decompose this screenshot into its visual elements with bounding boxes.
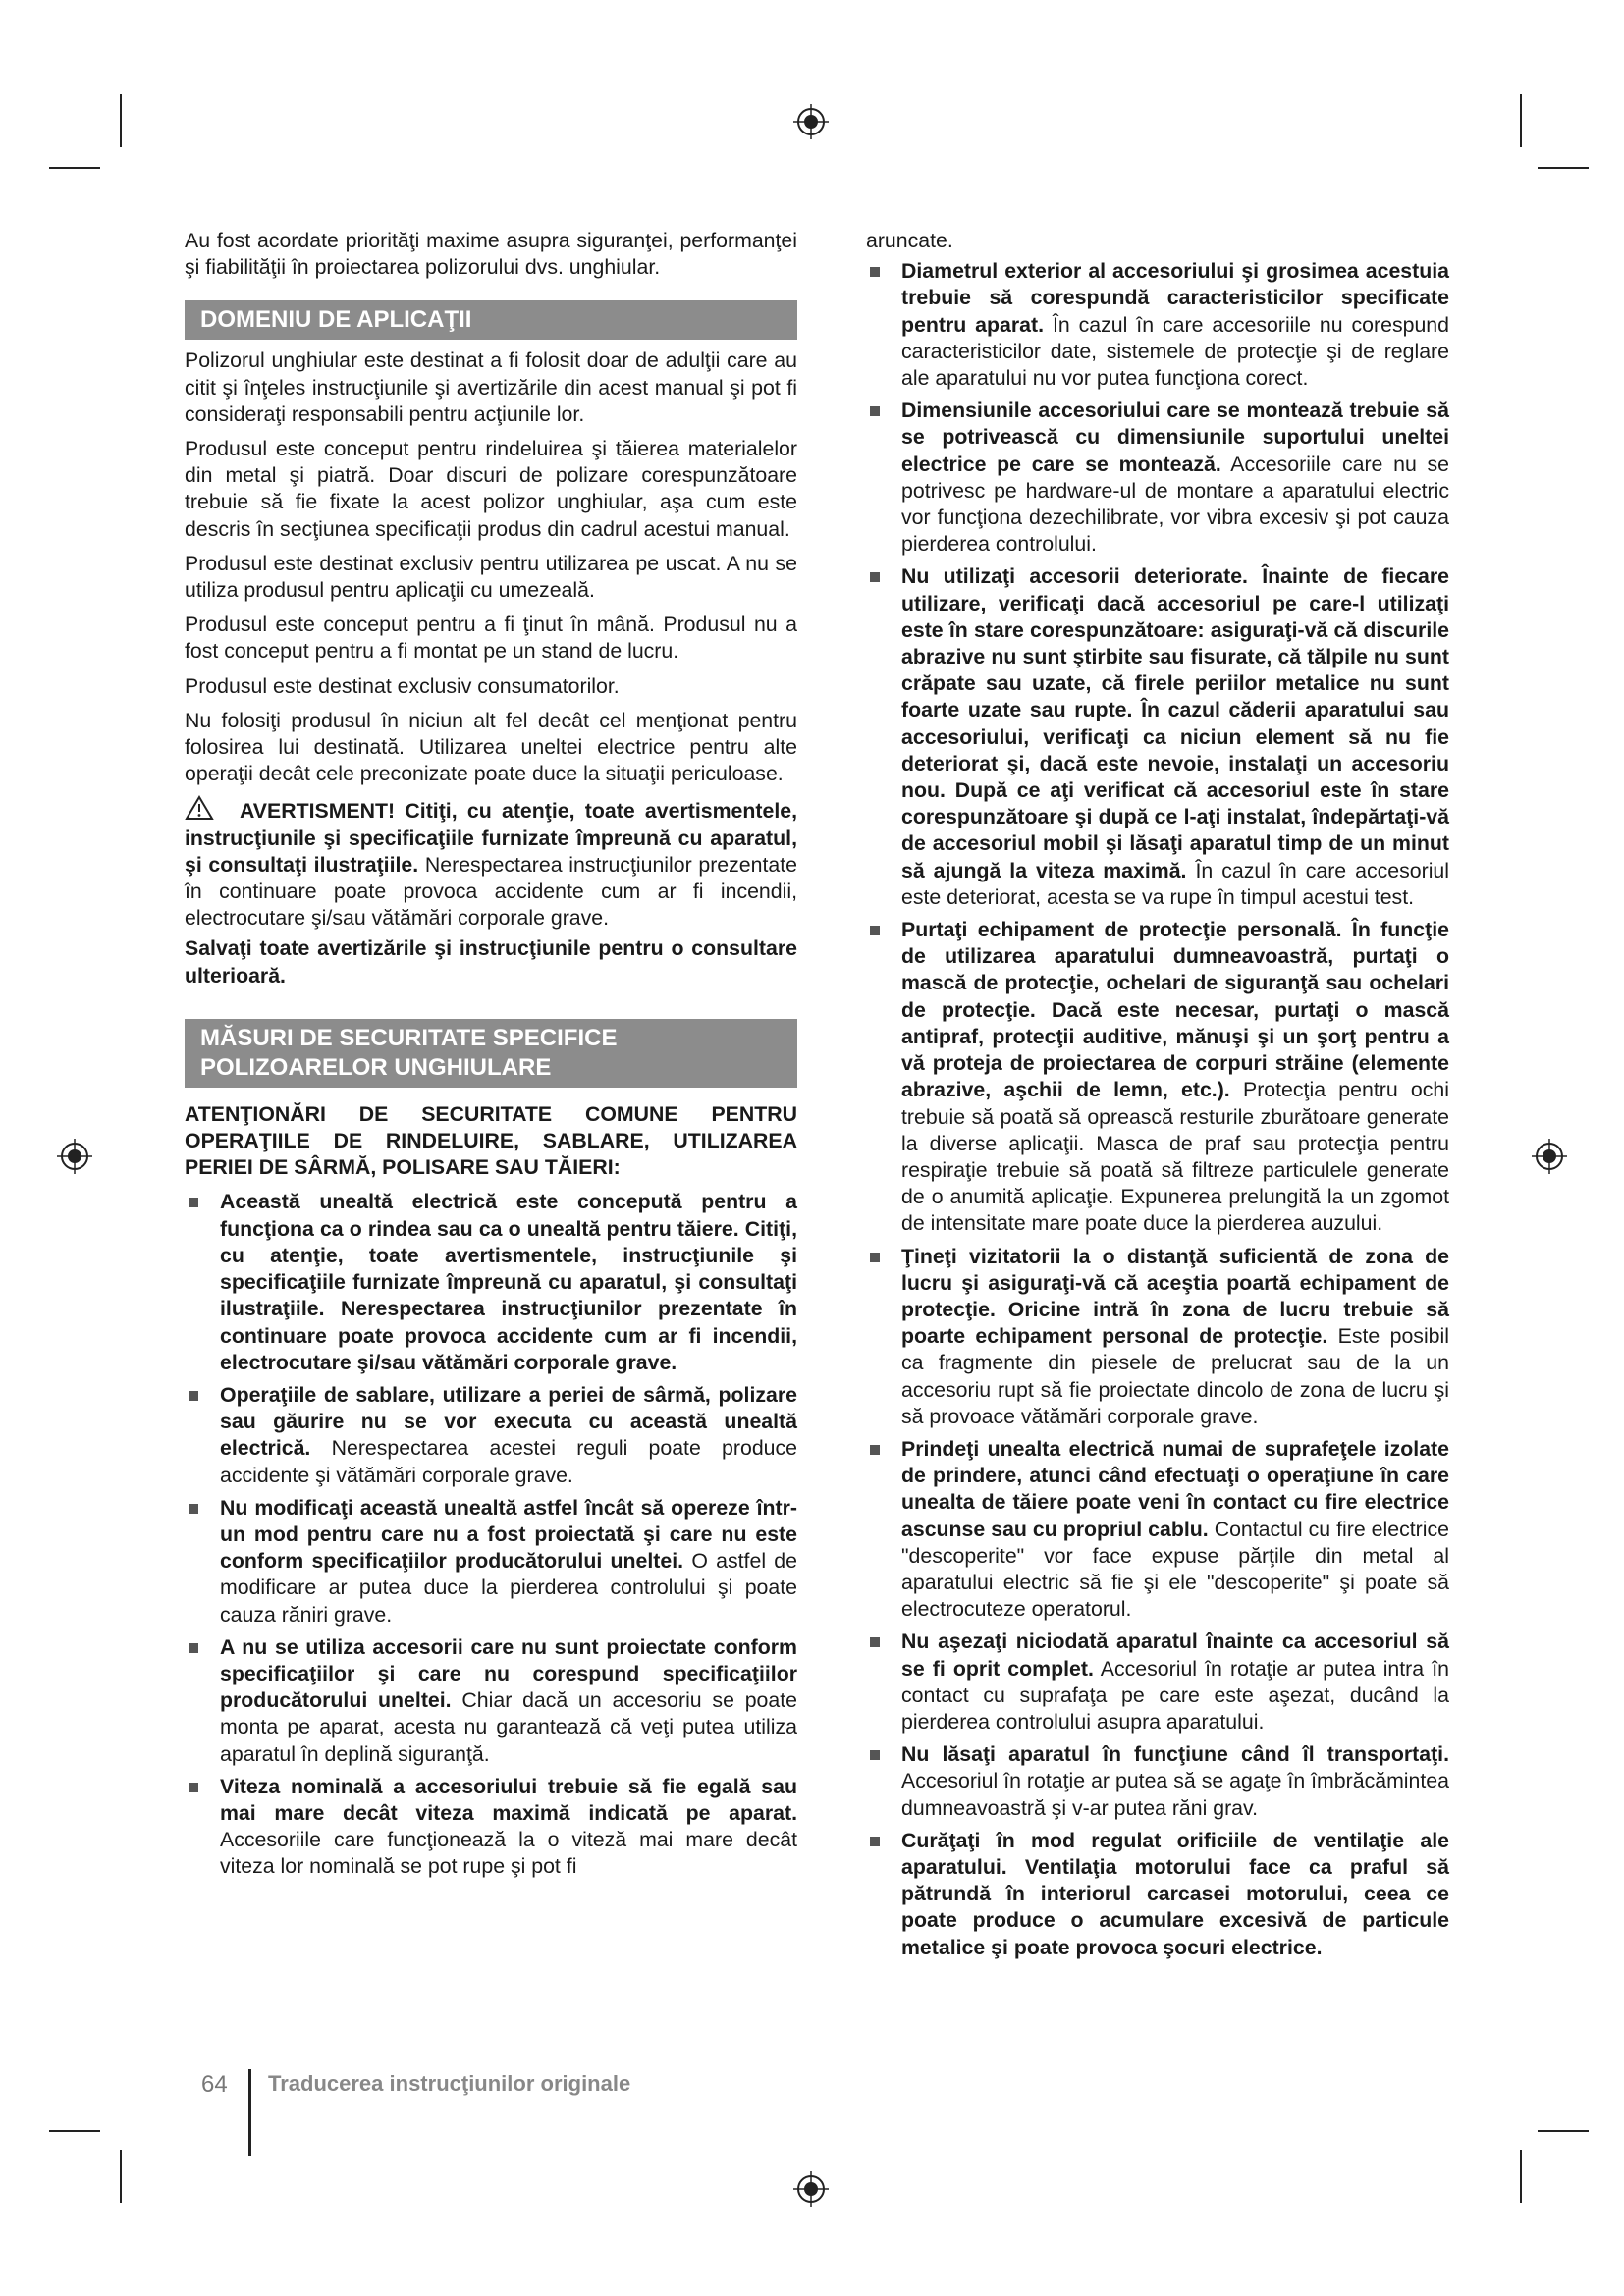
bullet-square-icon [870, 1750, 880, 1760]
footer-divider [248, 2069, 251, 2156]
crop-mark [1538, 2130, 1589, 2132]
list-item-bold: Nu lăsaţi aparatul în funcţiune când îl transportaţi. [901, 1742, 1449, 1767]
paragraph: Produsul este destinat exclusiv consumatorilor. [185, 673, 620, 698]
crop-mark [1520, 94, 1522, 147]
list-item [866, 1436, 1449, 1623]
list-item-text: Protecţia pentru ochi trebuie să poată să oprească resturile zburătoare generate la diverse aplicaţii. Masca de praf sau protecţia pentru respiraţie trebuie să poată să filtreze particulele generate de o anumită aplicaţie. Expunerea prelungită la un zgomot de intensitate mare poate duce la pierderea auzului. [901, 1078, 1450, 1236]
right-bullet-list [866, 258, 1449, 1961]
section-heading-applications: DOMENIU DE APLICAŢII [185, 300, 797, 340]
list-item-text: Accesoriul în rotaţie ar putea intra în contact cu suprafaţa pe care este aşezat, ducând la pierderea controlului asupra aparatului. [901, 1656, 1449, 1734]
list-item [866, 258, 1449, 392]
list-item-bold: Dimensiunile accesoriului care se montează trebuie să se potrivească cu dimensiunile suportului uneltei electrice pe care se montează. [901, 399, 1449, 476]
bullet-square-icon [189, 1391, 198, 1401]
list-item [866, 1629, 1449, 1735]
crop-mark [49, 167, 100, 169]
left-column [185, 228, 797, 1887]
paragraph: Produsul este conceput pentru a fi ţinut în mână. Produsul nu a fost conceput pentru a fi montat pe un stand de lucru. [185, 613, 797, 664]
registration-mark-icon [55, 1137, 94, 1176]
list-item-text: Accesoriile care nu se potrivesc pe hardware-ul de montare a aparatului electric vor funcţiona dezechilibrate, vor vibra excesiv şi pot cauza pierderea controlului. [901, 452, 1449, 557]
list-item [866, 1741, 1449, 1822]
crop-mark [1520, 2150, 1522, 2203]
bullet-square-icon [870, 267, 880, 277]
list-item-bold: Viteza nominală a accesoriului trebuie să fie egală sau mai mare decât viteza maximă indicată pe aparat. [220, 1774, 797, 1825]
bullet-square-icon [870, 1253, 880, 1262]
intro-paragraph: Au fost acordate priorităţi maxime asupra siguranţei, performanţei şi fiabilităţii în proiectarea polizorului dvs. unghiular. [185, 229, 797, 280]
registration-mark-icon [1530, 1137, 1569, 1176]
list-item-text: Accesoriile care funcţionează la o viteză mai mare decât viteza lor nominală se pot rupe şi pot fi [220, 1828, 797, 1879]
bullet-square-icon [189, 1198, 198, 1207]
list-item-text: Este posibil ca fragmente din piesele de prelucrat sau de la un accesoriu rupt să fie proiectate dincolo de zona de lucru şi să provoace vătămări corporale grave. [901, 1324, 1449, 1428]
crop-mark [120, 2150, 122, 2203]
section-heading-line: MĂSURI DE SECURITATE SPECIFICE [200, 1024, 618, 1051]
page-footer [201, 2071, 631, 2099]
crop-mark [1538, 167, 1589, 169]
list-item [866, 917, 1449, 1237]
list-item-bold: Ţineţi vizitatorii la o distanţă suficientă de zona de lucru şi asiguraţi-vă că aceştia poartă echipament de protecţie. Oricine intră în zona de lucru trebuie să poarte echipament personal de protecţie. [901, 1244, 1449, 1349]
paragraph: Polizorul unghiular este destinat a fi folosit doar de adulţii care au citit şi înţeles instrucţiunile şi avertizările din acest manual şi pot fi consideraţi responsabili pentru acţiunile lor. [185, 348, 797, 426]
registration-mark-icon [791, 102, 831, 141]
bullet-square-icon [870, 406, 880, 416]
bullet-square-icon [870, 572, 880, 582]
paragraph: Nu folosiţi produsul în niciun alt fel decât cel menţionat pentru folosirea lui destinată. Utilizarea uneltei electrice pentru alte operaţii decât cele preconizate poate duce la situaţii periculoase. [185, 708, 797, 786]
list-item-bold: Nu modificaţi această unealtă astfel încât să opereze într-un mod pentru care nu a fost proiectată şi care nu este conform specificaţiilor producătorului uneltei. [220, 1495, 797, 1574]
list-item [185, 1634, 797, 1768]
list-item [185, 1495, 797, 1629]
list-item-text: În cazul în care accesoriul este deteriorat, acesta se va rupe în timpul acestui test. [901, 858, 1449, 909]
safety-subheading: ATENŢIONĂRI DE SECURITATE COMUNE PENTRU OPERAŢIILE DE RINDELUIRE, SABLARE, UTILIZAREA PERIEI DE SÂRMĂ, POLISARE SAU TĂIERI: [185, 1101, 797, 1180]
list-item-bold: Curăţaţi în mod regulat orificiile de ventilaţie ale aparatului. Ventilaţia motorului face ca praful să pătrundă în interiorul carcasei motorului, ceea ce poate produce o acumulare excesivă de particule metalice şi poate provoca şocuri electrice. [901, 1828, 1449, 1959]
warning-text: Nerespectarea instrucţiunilor prezentate în continuare poate provoca accidente cum ar fi incendii, electrocutare şi/sau vătămări corporale grave. [185, 852, 797, 931]
list-item-bold: Această unealtă electrică este concepută pentru a funcţiona ca o rindea sau ca o unealtă pentru tăiere. Citiţi, cu atenţie, toate avertismentele, instrucţiunile şi specificaţiile furnizate împreună cu aparatul, şi consultaţi ilustraţiile. Nerespectarea instrucţiunilor prezentate în continuare poate provoca accidente cum ar fi incendii, electrocutare şi/sau vătămări corporale grave. [220, 1190, 797, 1374]
paragraph: Produsul este destinat exclusiv pentru utilizarea pe uscat. A nu se utiliza produsul pentru aplicaţii cu umezeală. [185, 551, 797, 603]
bullet-square-icon [189, 1643, 198, 1653]
list-item [866, 398, 1449, 558]
list-item [866, 1828, 1449, 1961]
right-column [866, 228, 1449, 1967]
list-item [185, 1189, 797, 1375]
bullet-square-icon [189, 1504, 198, 1514]
warning-paragraph [185, 795, 797, 932]
bullet-square-icon [870, 1837, 880, 1846]
list-item [185, 1774, 797, 1881]
list-item-bold: A nu se utiliza accesorii care nu sunt proiectate conform specificaţiilor şi care nu corespund specificaţiilor producătorului uneltei. [220, 1634, 797, 1713]
continued-text: aruncate. [866, 229, 953, 252]
list-item-text: Contactul cu fire electrice "descoperite" vor face expuse părţile din metal al aparatului electric să fie şi ele "descoperite" şi poate să electrocuteze operatorul. [901, 1517, 1449, 1622]
list-item-bold: Nu aşezaţi niciodată aparatul înainte ca accesoriul să se fi oprit complet. [901, 1629, 1449, 1681]
left-bullet-list [185, 1189, 797, 1880]
list-item-text: Accesoriul în rotaţie ar putea să se agaţe în îmbrăcămintea dumneavoastră şi v-ar putea răni grav. [901, 1769, 1449, 1820]
list-item [185, 1382, 797, 1489]
list-item-bold: Purtaţi echipament de protecţie personală. În funcţie de utilizarea aparatului dumneavoastră, purtaţi o mască de protecţie, ochelari de siguranţă sau ochelari de protecţie. Dacă este necesar, purtaţi o mască antipraf, protecţii auditive, mănuşi şi un şorţ pentru a vă proteja de proiectarea de corpuri străine (elemente abrazive, aşchii de lemn, etc.). [901, 918, 1449, 1102]
list-item-bold: Diametrul exterior al accesoriului şi grosimea acestuia trebuie să corespundă caracteristicilor specificate pentru aparat. [901, 259, 1449, 337]
list-item-text: Chiar dacă un accesoriu se poate monta pe aparat, acesta nu garantează că veţi putea utiliza aparatul în deplină siguranţă. [220, 1688, 798, 1766]
bullet-square-icon [870, 1445, 880, 1455]
bullet-square-icon [189, 1783, 198, 1792]
list-item-bold: Prindeţi unealta electrică numai de suprafeţele izolate de prindere, atunci când efectuaţi o operaţiune în care unealta de tăiere poate veni în contact cu fire electrice ascunse sau cu propriul cablu. [901, 1436, 1449, 1541]
list-item [866, 563, 1449, 911]
registration-mark-icon [791, 2169, 831, 2209]
footer-title: Traducerea instrucţiunilor originale [268, 2071, 631, 2096]
paragraph: Produsul este conceput pentru rindeluirea şi tăierea materialelor din metal şi piatră. Doar discuri de polizare corespunzătoare trebuie să fie fixate la acest polizor unghiular, aşa cum este descris în secţiunea specificaţii produs din cadrul acestui manual. [185, 437, 797, 541]
list-item-text: O astfel de modificare ar putea duce la pierderea controlului şi poate cauza răniri grave. [220, 1549, 797, 1627]
warning-triangle-icon [185, 795, 214, 821]
section-heading-safety [185, 1019, 797, 1088]
bullet-square-icon [870, 1637, 880, 1647]
warning-bold-text: AVERTISMENT! Citiţi, cu atenţie, toate avertismentele, instrucţiunile şi specificaţiile furnizate împreună cu aparatul, şi consultaţi ilustraţiile. [185, 799, 797, 877]
list-item-bold: Nu utilizaţi accesorii deteriorate. Înainte de fiecare utilizare, verificaţi dacă accesoriul pe care-l utilizaţi este în stare corespunzătoare: asiguraţi-vă că discurile abrazive nu sunt ştirbite sau fisurate, că tălpile nu sunt crăpate sau uzate, că firele periilor metalice nu sunt foarte uzate sau rupte. În cazul căderii aparatului sau accesoriului, verificaţi ca niciun element să nu fie deteriorat şi, dacă este nevoie, instalaţi un accesoriu nou. După ce aţi verificat că accesoriul este în stare corespunzătoare şi după ce l-aţi instalat, îndepărtaţi-vă de accesoriul mobil şi lăsaţi aparatul timp de un minut să ajungă la viteza maximă. [901, 564, 1449, 882]
section-heading-line: POLIZOARELOR UNGHIULARE [200, 1053, 552, 1081]
list-item-bold: Operaţiile de sablare, utilizare a periei de sârmă, polizare sau găurire nu se vor executa cu această unealtă electrică. [220, 1382, 797, 1461]
crop-mark [120, 94, 122, 147]
list-item [866, 1244, 1449, 1430]
save-instructions-note: Salvaţi toate avertizările şi instrucţiunile pentru o consultare ulterioară. [185, 936, 797, 988]
list-item-text: Nerespectarea acestei reguli poate produce accidente şi vătămări corporale grave. [220, 1436, 797, 1487]
crop-mark [49, 2130, 100, 2132]
page-number: 64 [201, 2071, 228, 2098]
bullet-square-icon [870, 926, 880, 935]
list-item-text: În cazul în care accesoriile nu corespund caracteristicilor date, sistemele de protecţie şi de reglare ale aparatului nu vor putea funcţiona corect. [901, 312, 1449, 391]
